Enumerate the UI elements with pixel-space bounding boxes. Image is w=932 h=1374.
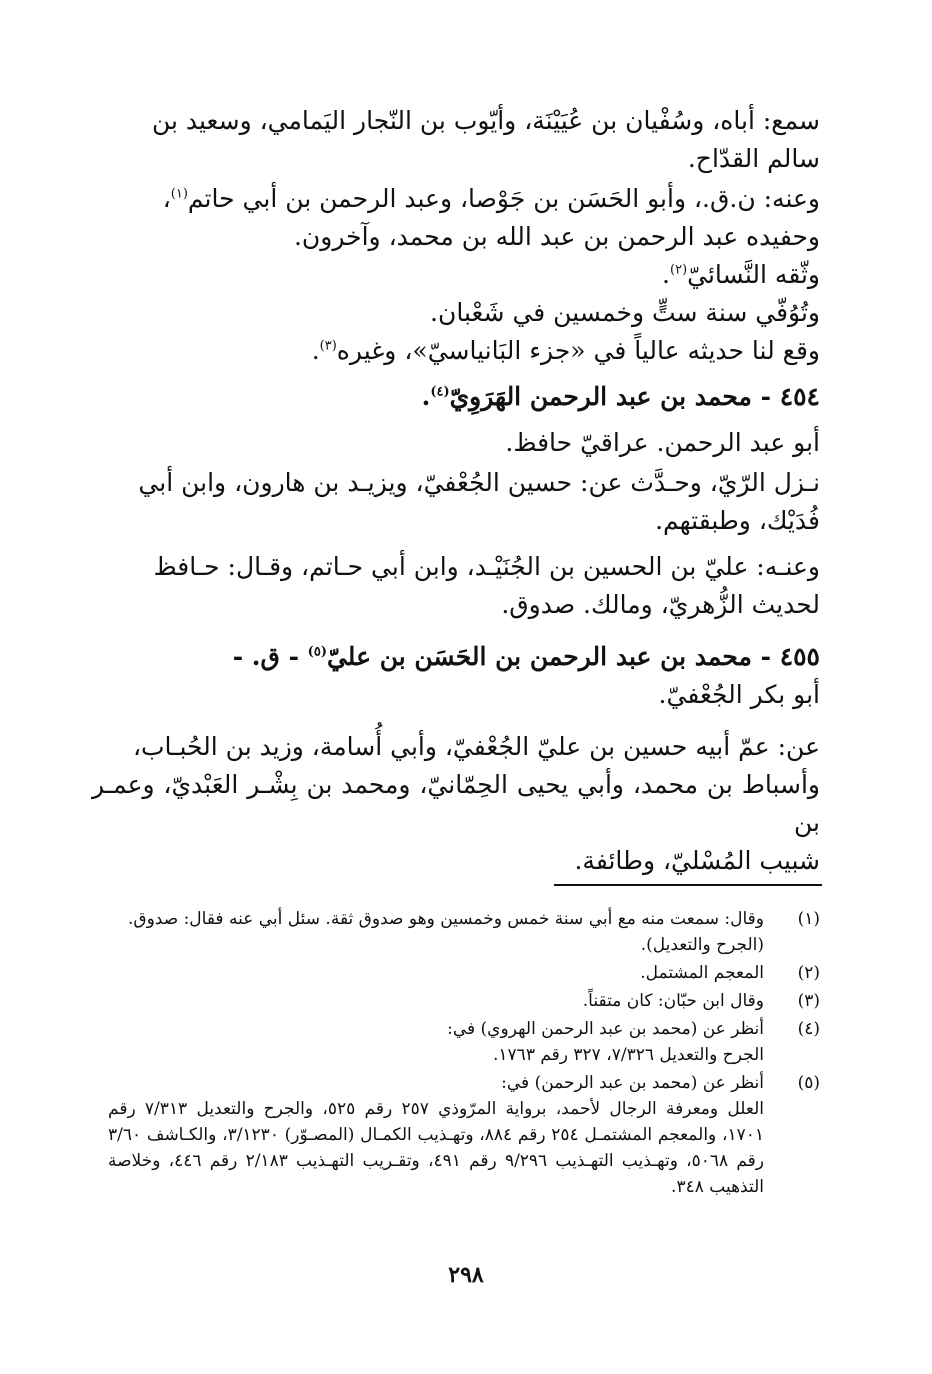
- footnote-text: العلل ومعرفة الرجال لأحمد، برواية المرّوذي ٢٥٧ رقم ٥٢٥، والجرح والتعديل ٧/٣١٣ رقم ١٧٠١، والمعجم المشتمـل ٢٥٤ رقم ٨٨٤، وتهـذيب الكمـال (المصـوّر) ٣/١٢٣٠، والكـاشف ٣/٦٠ رقم ٥٠٦٨، وتهـذيب التهـذيب ٩/٢٩٦ رقم ٤٩١، وتقـريب التهـذيب ٢/١٨٣ رقم ٤٤٦، وخلاصة التذهيب ٣٤٨.: [108, 1099, 764, 1197]
- paragraph: وعنه: ن.ق.، وأبو الحَسَن بن جَوْصا، وعبد الرحمن بن أبي حاتم$^{(١)}$، وحفيده عبد الرحمن بن عبد الله بن محمد، وآخرون.: [162, 184, 820, 251]
- paragraph: وتُوُفّي سنة ستٍّ وخمسين في شَعْبان.: [430, 298, 820, 327]
- footnote-number: (٥): [797, 1073, 820, 1093]
- page-number: ٢٩٨: [448, 1262, 484, 1288]
- footnote-number: (١): [797, 909, 820, 929]
- main-text: [92, 102, 820, 880]
- footnote-text: (الجرح والتعديل).: [640, 935, 764, 955]
- paragraph: وقع لنا حديثه عالياً في «جزء البَانياسيّ»، وغيره$^{(٣)}$.: [311, 336, 820, 365]
- footnote-text: وقال ابن حبّان: كان متقناً.: [582, 991, 764, 1011]
- footnote-text: وقال: سمعت منه مع أبي سنة خمس وخمسين وهو صدوق ثقة. سئل أبي عنه فقال: صدوق.: [128, 909, 764, 929]
- paragraph: وعنـه: عليّ بن الحسين بن الجُنَيْـد، وابن أبي حـاتم، وقـال: حـافظ لحديث الزُّهريّ، ومالك. صدوق.: [153, 552, 820, 619]
- paragraph: أبو بكر الجُعْفيّ.: [658, 680, 820, 709]
- footnote-ref[interactable]: (٣): [319, 338, 337, 354]
- footnote: [108, 960, 820, 986]
- footnote-ref[interactable]: (٤): [430, 384, 450, 400]
- footnote-number: (٣): [797, 991, 820, 1011]
- footnote-text: أنظر عن (محمد بن عبد الرحمن) في:: [501, 1073, 764, 1093]
- footnote-number: (٢): [797, 963, 820, 983]
- entry-heading: ٤٥٥ - محمد بن عبد الرحمن بن الحَسَن بن عليّ$^{(٥)}$ - ق. -: [232, 642, 820, 671]
- footnote: [108, 1016, 820, 1068]
- footnote-number: (٤): [797, 1019, 820, 1039]
- footnote-text: الجرح والتعديل ٧/٣٢٦، ٣٢٧ رقم ١٧٦٣.: [493, 1045, 764, 1065]
- entry-heading: ٤٥٤ - محمد بن عبد الرحمن الهَرَوِيّ$^{(٤)}$.: [421, 382, 820, 411]
- footnote-ref[interactable]: (١): [170, 186, 188, 202]
- footnote-separator: [554, 884, 822, 886]
- footnote-ref[interactable]: (٢): [670, 262, 688, 278]
- footnote: [108, 988, 820, 1014]
- footnote: [108, 906, 820, 958]
- footnote-text: المعجم المشتمل.: [640, 963, 764, 983]
- paragraph: سمع: أباه، وسُفْيان بن عُيَيْنَة، وأيّوب بن النّجار اليَمامي، وسعيد بن سالم القدّاح.: [151, 106, 820, 173]
- paragraph: نـزل الرّيّ، وحـدَّث عن: حسين الجُعْفيّ، ويزيـد بن هارون، وابن أبي فُدَيْك، وطبقتهم.: [138, 468, 820, 535]
- footnote: [108, 1070, 820, 1200]
- footnotes: [108, 906, 820, 1202]
- paragraph: عن: عمّ أبيه حسين بن عليّ الجُعْفيّ، وأبي أُسامة، وزيد بن الحُبـاب، وأسباط بن محمد، وأبي يحيى الحِمّانيّ، ومحمد بن بِشْـر العَبْديّ، وعمـر بن شبيب المُسْليّ، وطائفة.: [92, 732, 820, 875]
- footnote-text: أنظر عن (محمد بن عبد الرحمن الهروي) في:: [447, 1019, 764, 1039]
- footnote-ref[interactable]: (٥): [307, 644, 327, 660]
- paragraph: أبو عبد الرحمن. عراقيّ حافظ.: [505, 428, 820, 457]
- paragraph: وثّقه النَّسائيّ$^{(٢)}$.: [662, 260, 820, 289]
